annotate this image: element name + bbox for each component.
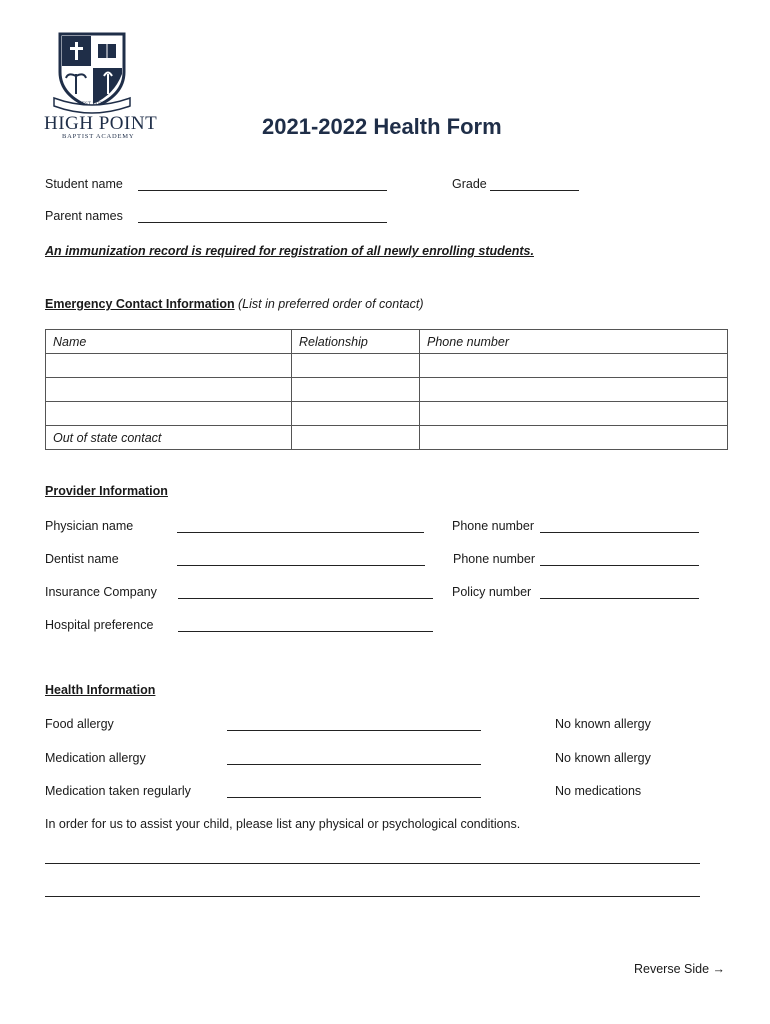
dentist-label: Dentist name — [45, 552, 119, 566]
student-name-label: Student name — [45, 177, 123, 191]
page-title: 2021-2022 Health Form — [262, 114, 502, 139]
logo-est: EST 1972 — [82, 102, 103, 107]
hospital-field[interactable] — [178, 631, 433, 632]
food-allergy-label: Food allergy — [45, 717, 114, 731]
contact-phone-cell[interactable] — [420, 378, 728, 402]
reverse-side-label: Reverse Side → — [634, 962, 726, 976]
parent-names-field[interactable] — [138, 222, 387, 223]
contact-phone-cell[interactable] — [420, 354, 728, 378]
dentist-phone-field[interactable] — [540, 565, 699, 566]
school-logo — [42, 24, 158, 140]
out-of-state-label: Out of state contact — [46, 426, 292, 450]
regular-medication-option[interactable]: No medications — [555, 784, 642, 798]
column-header-name: Name — [46, 330, 292, 354]
regular-medication-field[interactable] — [227, 797, 481, 798]
health-heading: Health Information — [45, 683, 156, 697]
table-row — [46, 402, 728, 426]
table-row — [46, 354, 728, 378]
column-header-phone: Phone number — [420, 330, 728, 354]
policy-label: Policy number — [452, 585, 532, 599]
medication-allergy-option[interactable]: No known allergy — [555, 751, 651, 765]
dentist-field[interactable] — [177, 565, 425, 566]
food-allergy-option[interactable]: No known allergy — [555, 717, 651, 731]
provider-heading: Provider Information — [45, 484, 168, 498]
physician-field[interactable] — [177, 532, 424, 533]
physician-phone-field[interactable] — [540, 532, 699, 533]
conditions-prompt: In order for us to assist your child, please list any physical or psychological conditions. — [45, 817, 521, 831]
contact-relationship-cell[interactable] — [292, 378, 420, 402]
insurance-field[interactable] — [178, 598, 433, 599]
policy-field[interactable] — [540, 598, 699, 599]
grade-field[interactable] — [490, 190, 579, 191]
food-allergy-field[interactable] — [227, 730, 481, 731]
contact-name-cell[interactable] — [46, 402, 292, 426]
emergency-note: (List in preferred order of contact) — [238, 297, 424, 311]
insurance-label: Insurance Company — [45, 585, 157, 599]
table-header-row — [46, 330, 728, 354]
contact-relationship-cell[interactable] — [292, 402, 420, 426]
contact-phone-cell[interactable] — [420, 426, 728, 450]
column-header-relationship: Relationship — [292, 330, 420, 354]
contact-relationship-cell[interactable] — [292, 354, 420, 378]
physician-label: Physician name — [45, 519, 134, 533]
regular-medication-label: Medication taken regularly — [45, 784, 191, 798]
contact-relationship-cell[interactable] — [292, 426, 420, 450]
hospital-label: Hospital preference — [45, 618, 154, 632]
contact-name-cell[interactable] — [46, 354, 292, 378]
conditions-line-2[interactable] — [45, 896, 700, 897]
student-name-field[interactable] — [138, 190, 387, 191]
grade-label: Grade — [452, 177, 487, 191]
contact-name-cell[interactable] — [46, 378, 292, 402]
physician-phone-label: Phone number — [452, 519, 535, 533]
emergency-heading: Emergency Contact Information — [45, 297, 235, 311]
logo-subtitle: BAPTIST ACADEMY — [62, 133, 135, 140]
conditions-line-1[interactable] — [45, 863, 700, 864]
table-row — [46, 426, 728, 450]
medication-allergy-field[interactable] — [227, 764, 481, 765]
parent-names-label: Parent names — [45, 209, 123, 223]
dentist-phone-label: Phone number — [453, 552, 536, 566]
logo-name: HIGH POINT — [44, 113, 158, 134]
immunization-notice: An immunization record is required for registration of all newly enrolling students. — [45, 244, 534, 258]
table-row — [46, 378, 728, 402]
emergency-contact-table — [45, 329, 728, 450]
contact-phone-cell[interactable] — [420, 402, 728, 426]
medication-allergy-label: Medication allergy — [45, 751, 146, 765]
